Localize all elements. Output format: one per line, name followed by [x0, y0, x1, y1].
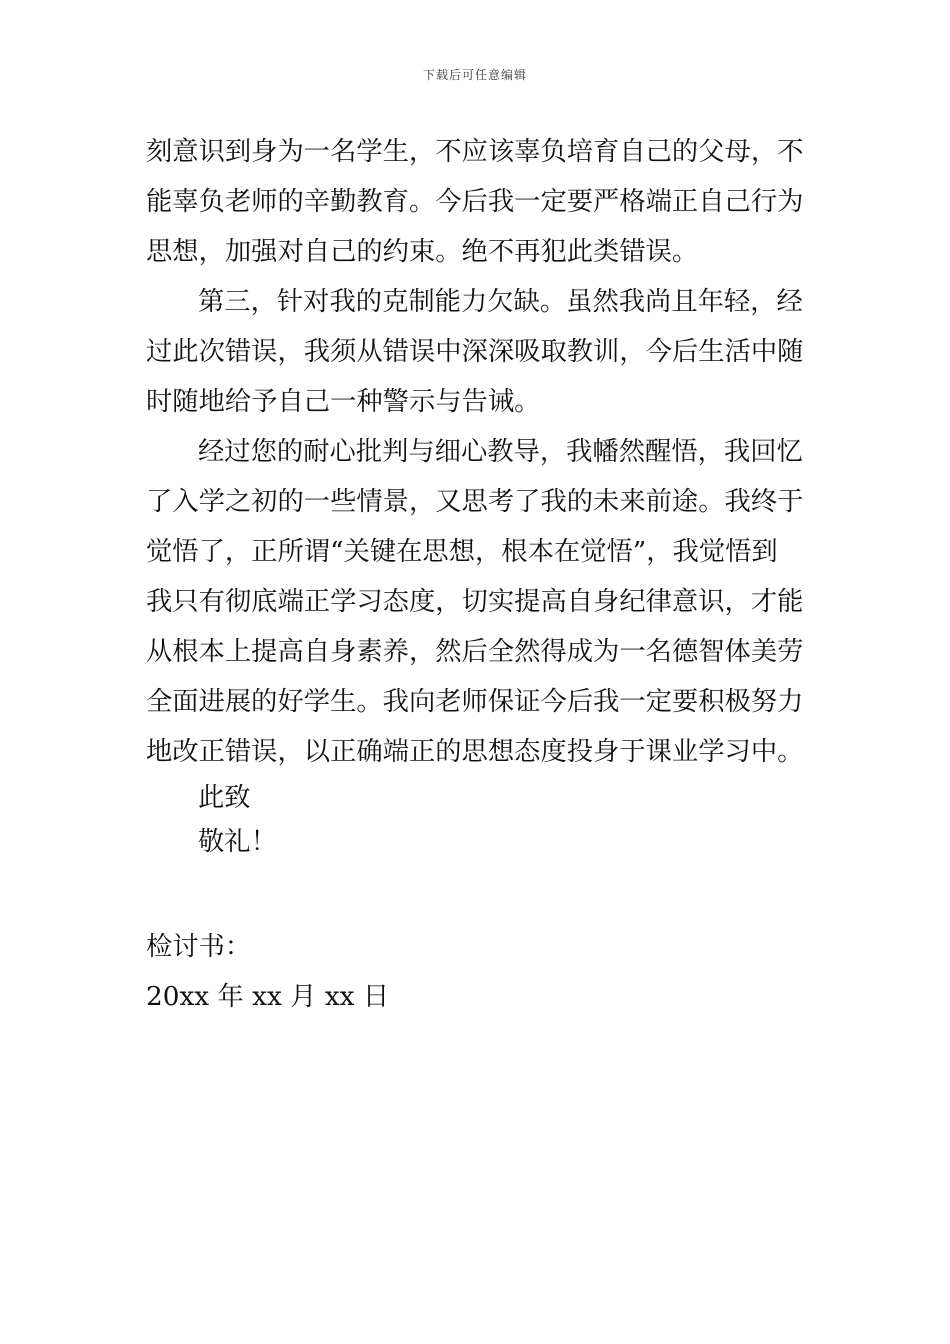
paragraph-line: 思想，加强对自己的约束。绝不再犯此类错误。 [146, 237, 699, 267]
closing-line-1: 此致 [198, 783, 251, 813]
paragraph-line: 过此次错误，我须从错误中深深吸取教训，今后生活中随 [146, 337, 804, 367]
signature-date: 20xx 年 xx 月 xx 日 [146, 982, 390, 1012]
paragraph-line: 了入学之初的一些情景，又思考了我的未来前途。我终于 [146, 487, 804, 517]
paragraph-line: 从根本上提高自身素养，然后全然得成为一名德智体美劳 [146, 637, 804, 667]
paragraph-line: 我只有彻底端正学习态度，切实提高自身纪律意识，才能 [146, 587, 804, 617]
letter-body [146, 127, 808, 777]
paragraph-line: 地改正错误，以正确端正的思想态度投身于课业学习中。 [146, 737, 804, 767]
paragraph-line: 刻意识到身为一名学生，不应该辜负培育自己的父母，不 [146, 137, 804, 167]
closing-line-2: 敬礼！ [198, 827, 277, 857]
paragraph-line: 时随地给予自己一种警示与告诫。 [146, 387, 541, 417]
page-header: 下载后可任意编辑 [422, 68, 527, 82]
paragraph-line: 经过您的耐心批判与细心教导，我幡然醒悟，我回忆 [198, 437, 803, 467]
paragraph-line: 能辜负老师的辛勤教育。今后我一定要严格端正自己行为 [146, 187, 804, 217]
signature-label: 检讨书： [146, 932, 252, 962]
paragraph-line: 觉悟了，正所谓“关键在思想，根本在觉悟”，我觉悟到 [146, 537, 778, 567]
paragraph-line: 第三，针对我的克制能力欠缺。虽然我尚且年轻，经 [198, 287, 803, 317]
signature-block [146, 922, 389, 1022]
paragraph-line: 全面进展的好学生。我向老师保证今后我一定要积极努力 [146, 687, 804, 717]
closing-salutation [146, 776, 277, 864]
